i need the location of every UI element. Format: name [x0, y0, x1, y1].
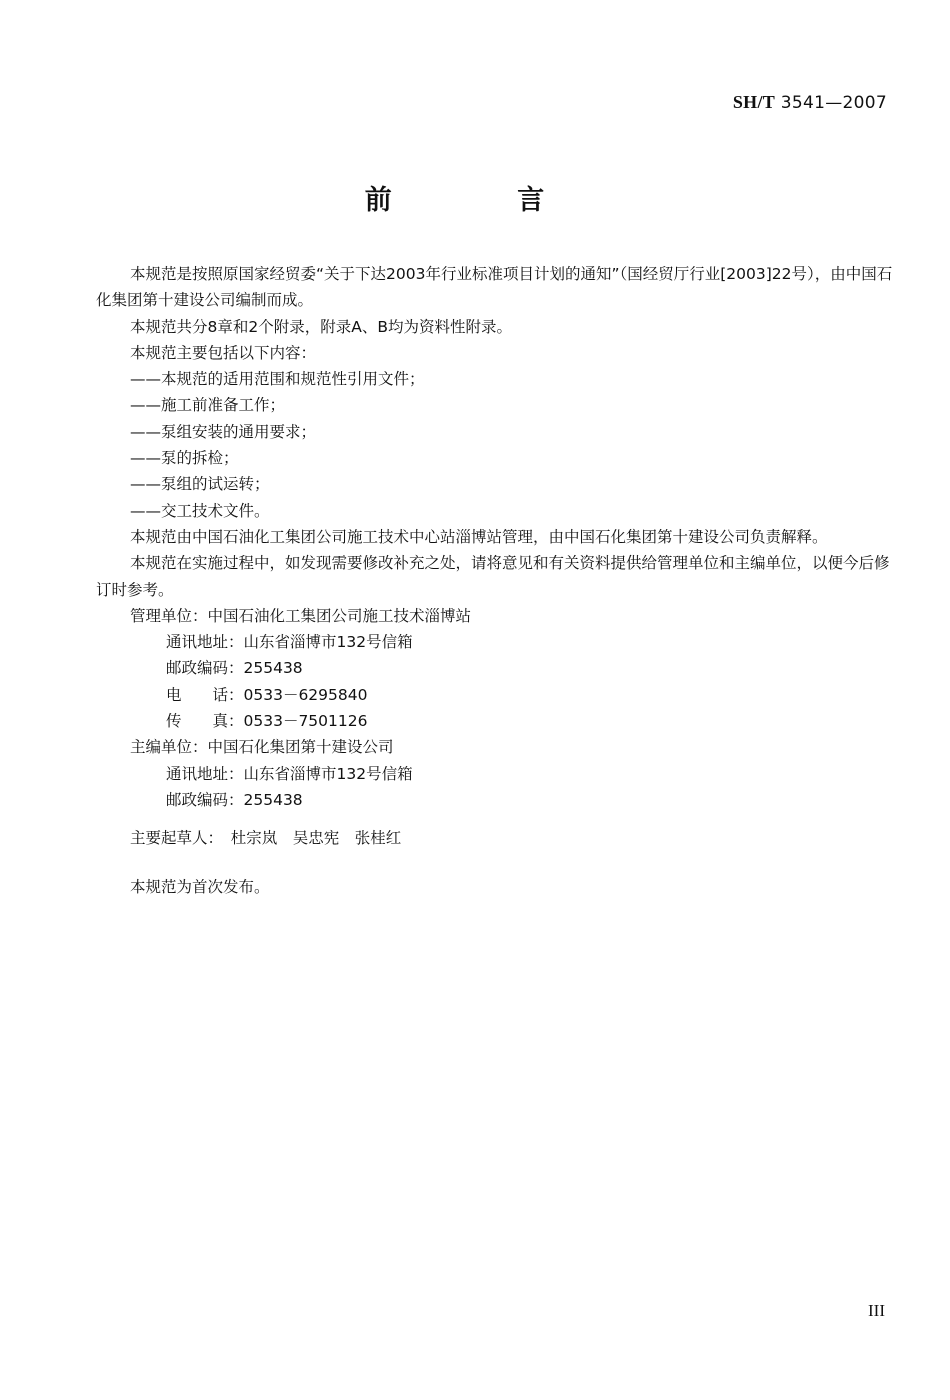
editor-unit: 主编单位：中国石化集团第十建设公司	[130, 738, 394, 757]
page-title: 前 言	[364, 185, 603, 216]
drafters: 主要起草人： 杜宗岚 吴忠宪 张桂红	[130, 829, 402, 848]
first-release-note: 本规范为首次发布。	[130, 877, 270, 896]
page-number: III	[868, 1301, 885, 1320]
management-postcode: 邮政编码：255438	[166, 659, 303, 678]
editor-postcode: 邮政编码：255438	[166, 790, 303, 809]
list-item: ——泵组的试运转；	[130, 475, 270, 494]
management-fax: 传 真：0533－7501126	[166, 712, 368, 731]
list-item: ——本规范的适用范围和规范性引用文件；	[130, 370, 425, 389]
standard-code	[733, 92, 887, 113]
intro-paragraph: 本规范是按照原国家经贸委“关于下达2003年行业标准项目计划的通知”（国经贸厅行业[2003]22号），由中国石化集团第十建设公司编制而成。	[96, 265, 893, 310]
management-unit: 管理单位：中国石油化工集团公司施工技术淄博站	[130, 606, 472, 625]
contents-intro: 本规范主要包括以下内容：	[130, 343, 317, 362]
standard-prefix: SH/T	[732, 92, 776, 112]
preface-body	[96, 261, 896, 900]
list-item: ——泵组安装的通用要求；	[130, 422, 317, 441]
list-item: ——泵的拆检；	[130, 449, 239, 468]
list-item: ——施工前准备工作；	[130, 396, 286, 415]
feedback-paragraph: 本规范在实施过程中，如发现需要修改补充之处，请将意见和有关资料提供给管理单位和主编单位，以便今后修订时参考。	[96, 554, 890, 599]
standard-number: 3541—2007	[780, 93, 887, 113]
management-phone: 电 话：0533－6295840	[166, 685, 368, 704]
list-item: ——交工技术文件。	[130, 501, 270, 520]
management-address: 通讯地址：山东省淄博市132号信箱	[166, 633, 413, 652]
management-paragraph: 本规范由中国石油化工集团公司施工技术中心站淄博站管理，由中国石化集团第十建设公司负责解释。	[130, 527, 828, 546]
editor-address: 通讯地址：山东省淄博市132号信箱	[166, 764, 413, 783]
structure-paragraph: 本规范共分8章和2个附录，附录A、B均为资料性附录。	[130, 317, 512, 336]
